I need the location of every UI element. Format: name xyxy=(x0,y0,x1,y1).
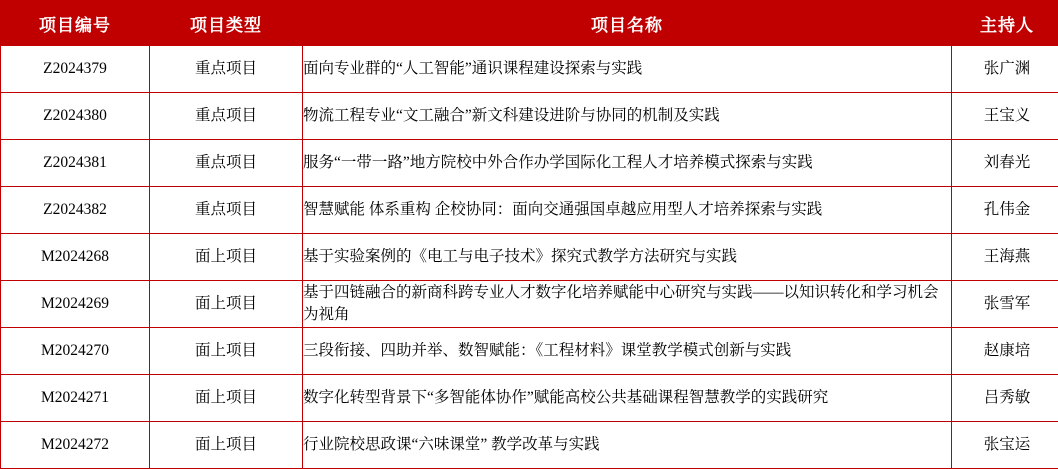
cell-project-leader: 刘春光 xyxy=(952,140,1058,187)
column-header-name: 项目名称 xyxy=(303,1,952,46)
table-header-row xyxy=(1,1,1058,46)
cell-project-type: 重点项目 xyxy=(150,46,303,93)
table-row xyxy=(1,187,1058,234)
cell-project-leader: 赵康培 xyxy=(952,328,1058,375)
table-row xyxy=(1,422,1058,469)
cell-project-type: 重点项目 xyxy=(150,93,303,140)
cell-project-type: 重点项目 xyxy=(150,187,303,234)
cell-project-leader: 吕秀敏 xyxy=(952,375,1058,422)
cell-project-type: 面上项目 xyxy=(150,375,303,422)
table-row xyxy=(1,375,1058,422)
cell-project-leader: 张宝运 xyxy=(952,422,1058,469)
cell-project-name: 智慧赋能 体系重构 企校协同：面向交通强国卓越应用型人才培养探索与实践 xyxy=(303,187,952,234)
cell-project-code: Z2024379 xyxy=(1,46,150,93)
column-header-type: 项目类型 xyxy=(150,1,303,46)
cell-project-code: M2024270 xyxy=(1,328,150,375)
cell-project-type: 面上项目 xyxy=(150,422,303,469)
column-header-code: 项目编号 xyxy=(1,1,150,46)
cell-project-type: 面上项目 xyxy=(150,328,303,375)
table-body xyxy=(1,46,1058,469)
table-row xyxy=(1,328,1058,375)
table-row xyxy=(1,46,1058,93)
cell-project-leader: 孔伟金 xyxy=(952,187,1058,234)
cell-project-name: 基于实验案例的《电工与电子技术》探究式教学方法研究与实践 xyxy=(303,234,952,281)
cell-project-leader: 王海燕 xyxy=(952,234,1058,281)
cell-project-type: 重点项目 xyxy=(150,140,303,187)
cell-project-name: 物流工程专业“文工融合”新文科建设进阶与协同的机制及实践 xyxy=(303,93,952,140)
column-header-leader: 主持人 xyxy=(952,1,1058,46)
cell-project-code: M2024268 xyxy=(1,234,150,281)
cell-project-code: Z2024381 xyxy=(1,140,150,187)
cell-project-type: 面上项目 xyxy=(150,234,303,281)
table-row xyxy=(1,234,1058,281)
cell-project-name: 数字化转型背景下“多智能体协作”赋能高校公共基础课程智慧教学的实践研究 xyxy=(303,375,952,422)
table-row xyxy=(1,281,1058,328)
cell-project-code: Z2024380 xyxy=(1,93,150,140)
cell-project-name: 面向专业群的“人工智能”通识课程建设探索与实践 xyxy=(303,46,952,93)
table-row xyxy=(1,140,1058,187)
cell-project-code: Z2024382 xyxy=(1,187,150,234)
cell-project-code: M2024271 xyxy=(1,375,150,422)
cell-project-name: 服务“一带一路”地方院校中外合作办学国际化工程人才培养模式探索与实践 xyxy=(303,140,952,187)
cell-project-leader: 张雪军 xyxy=(952,281,1058,328)
cell-project-name: 基于四链融合的新商科跨专业人才数字化培养赋能中心研究与实践——以知识转化和学习机会为视角 xyxy=(303,281,952,328)
cell-project-code: M2024269 xyxy=(1,281,150,328)
cell-project-name: 三段衔接、四助并举、数智赋能：《工程材料》课堂教学模式创新与实践 xyxy=(303,328,952,375)
table-header xyxy=(1,1,1058,46)
cell-project-leader: 张广渊 xyxy=(952,46,1058,93)
cell-project-name: 行业院校思政课“六味课堂” 教学改革与实践 xyxy=(303,422,952,469)
table-row xyxy=(1,93,1058,140)
cell-project-code: M2024272 xyxy=(1,422,150,469)
cell-project-type: 面上项目 xyxy=(150,281,303,328)
cell-project-leader: 王宝义 xyxy=(952,93,1058,140)
